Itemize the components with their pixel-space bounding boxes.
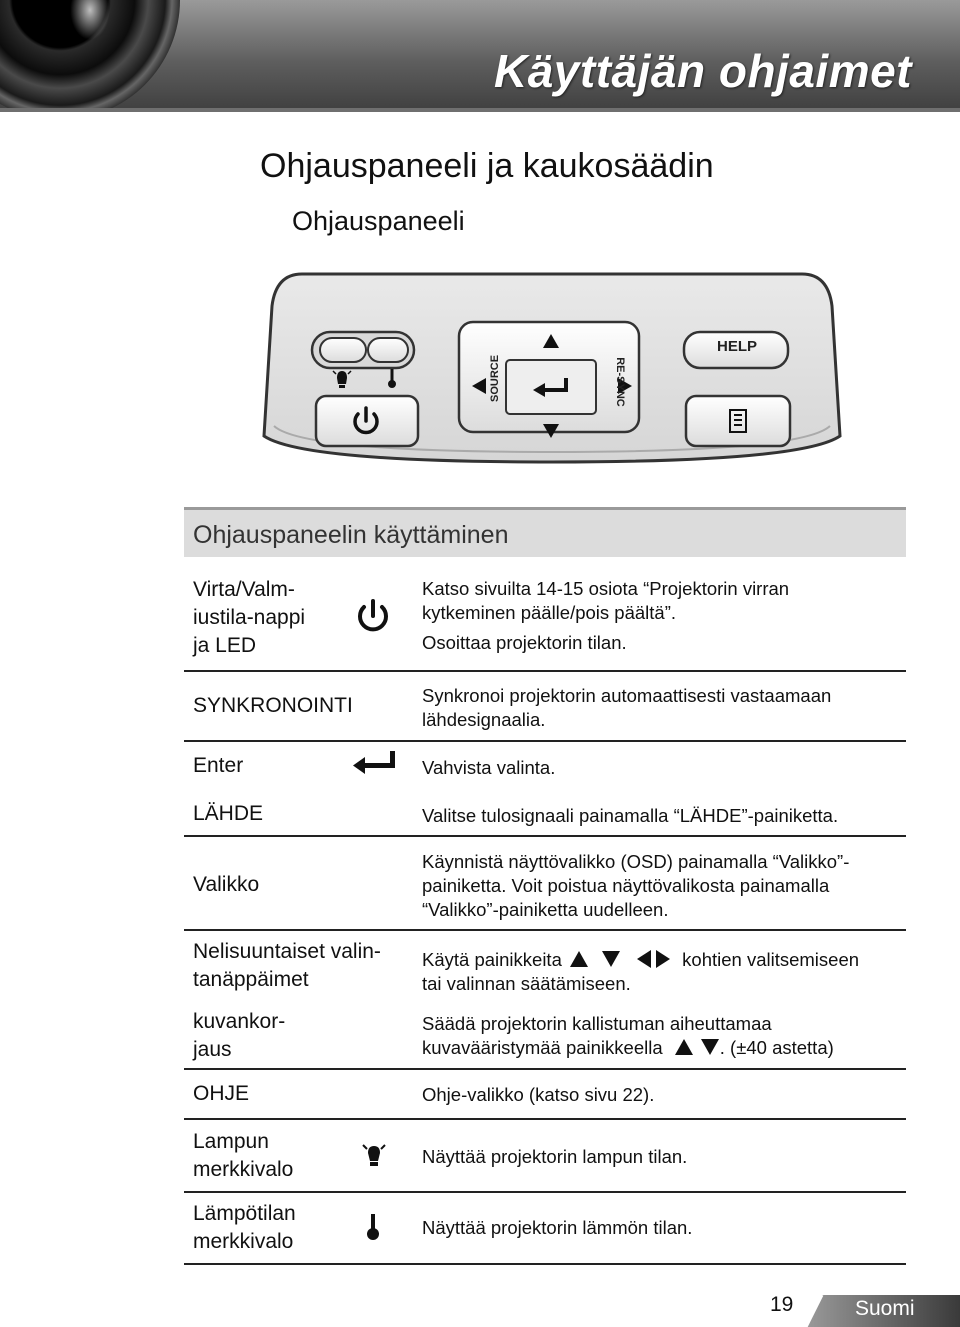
temp-led <box>368 338 408 362</box>
row-lamp-name <box>193 1128 293 1184</box>
table-heading-text: Ohjauspaneelin käyttäminen <box>193 521 509 549</box>
desc-line: painiketta. Voit poistua näyttövalikosta painamalla <box>422 875 830 896</box>
row-name-line: iustila-nappi <box>193 606 306 629</box>
desc-line: tai valinnan säätämiseen. <box>422 973 631 994</box>
up-down-keys-icon <box>668 1037 720 1057</box>
row-temp-name <box>193 1200 296 1256</box>
row-sync-desc <box>422 684 831 732</box>
enter-button <box>506 360 596 414</box>
help-button-label: HELP <box>716 338 757 355</box>
row-sync-name: SYNKRONOINTI <box>193 694 353 717</box>
row-power-desc <box>422 577 789 655</box>
power-icon <box>355 598 391 636</box>
row-divider <box>184 1263 906 1265</box>
row-divider <box>184 1191 906 1193</box>
chapter-title: Käyttäjän ohjaimet <box>494 45 912 97</box>
row-divider <box>184 1068 906 1070</box>
row-divider <box>184 740 906 742</box>
desc-text: Käytä painikkeita <box>422 949 562 970</box>
page-number: 19 <box>770 1293 794 1316</box>
row-source-desc: Valitse tulosignaali painamalla “LÄHDE”-painiketta. <box>422 805 839 826</box>
lamp-icon <box>362 1143 386 1169</box>
row-divider <box>184 670 906 672</box>
header-divider <box>0 108 960 112</box>
row-name-line: Nelisuuntaiset valin- <box>193 940 381 963</box>
desc-line: lähdesignaalia. <box>422 709 546 730</box>
desc-text: kohtien valitsemiseen <box>682 949 860 970</box>
thermometer-icon <box>364 1212 382 1242</box>
desc-line: Katso sivuilta 14-15 osiota “Projektorin virran <box>422 578 790 599</box>
row-enter-name: Enter <box>193 754 244 777</box>
language-label: Suomi <box>855 1297 915 1320</box>
subsection-title: Ohjauspaneeli <box>292 206 465 236</box>
table-heading <box>184 507 906 557</box>
section-title: Ohjauspaneeli ja kaukosäädin <box>260 147 714 185</box>
row-lamp-desc: Näyttää projektorin lampun tilan. <box>422 1146 688 1167</box>
desc-text: kuvavääristymää painikkeella <box>422 1037 663 1058</box>
row-arrows-desc <box>422 948 859 996</box>
desc-line: Osoittaa projektorin tilan. <box>422 632 627 653</box>
desc-line <box>422 948 859 972</box>
desc-line <box>422 1036 834 1060</box>
row-menu-name: Valikko <box>193 873 260 896</box>
control-panel-figure <box>262 266 842 466</box>
enter-icon <box>352 749 398 777</box>
lamp-led <box>320 338 366 362</box>
row-name-line: tanäppäimet <box>193 968 309 991</box>
row-name-line: Lampun <box>193 1130 269 1153</box>
row-help-desc: Ohje-valikko (katso sivu 22). <box>422 1084 655 1105</box>
row-name-line: Virta/Valm- <box>193 578 295 601</box>
row-name-line: kuvankor- <box>193 1010 286 1033</box>
row-power-name <box>193 576 305 660</box>
row-source-name: LÄHDE <box>193 802 264 825</box>
row-keystone-desc <box>422 1012 834 1060</box>
desc-line: kytkeminen päälle/pois päältä”. <box>422 602 677 623</box>
row-divider <box>184 835 906 837</box>
row-help-name: OHJE <box>193 1082 250 1105</box>
row-name-line: merkkivalo <box>193 1158 294 1181</box>
row-divider <box>184 929 906 931</box>
row-temp-desc: Näyttää projektorin lämmön tilan. <box>422 1217 693 1238</box>
row-menu-desc <box>422 850 849 922</box>
desc-line: “Valikko”-painiketta uudelleen. <box>422 899 669 920</box>
desc-line: Käynnistä näyttövalikko (OSD) painamalla “Valikko”- <box>422 851 850 872</box>
row-name-line: Lämpötilan <box>193 1202 296 1225</box>
resync-label: RE-SYNC <box>614 357 626 407</box>
row-name-line: ja LED <box>193 634 257 657</box>
page-header <box>0 0 960 112</box>
control-panel-drawing <box>262 266 842 466</box>
row-divider <box>184 1118 906 1120</box>
row-arrows-name <box>193 938 381 994</box>
row-enter-desc: Vahvista valinta. <box>422 757 556 778</box>
desc-text: . (±40 astetta) <box>719 1037 834 1058</box>
source-label: SOURCE <box>489 354 501 402</box>
arrow-keys-icon <box>567 949 677 969</box>
desc-line: Synkronoi projektorin automaattisesti vastaamaan <box>422 685 832 706</box>
row-name-line: jaus <box>193 1038 232 1061</box>
row-name-line: merkkivalo <box>193 1230 294 1253</box>
row-keystone-name <box>193 1008 285 1064</box>
desc-line: Säädä projektorin kallistuman aiheuttamaa <box>422 1013 772 1034</box>
